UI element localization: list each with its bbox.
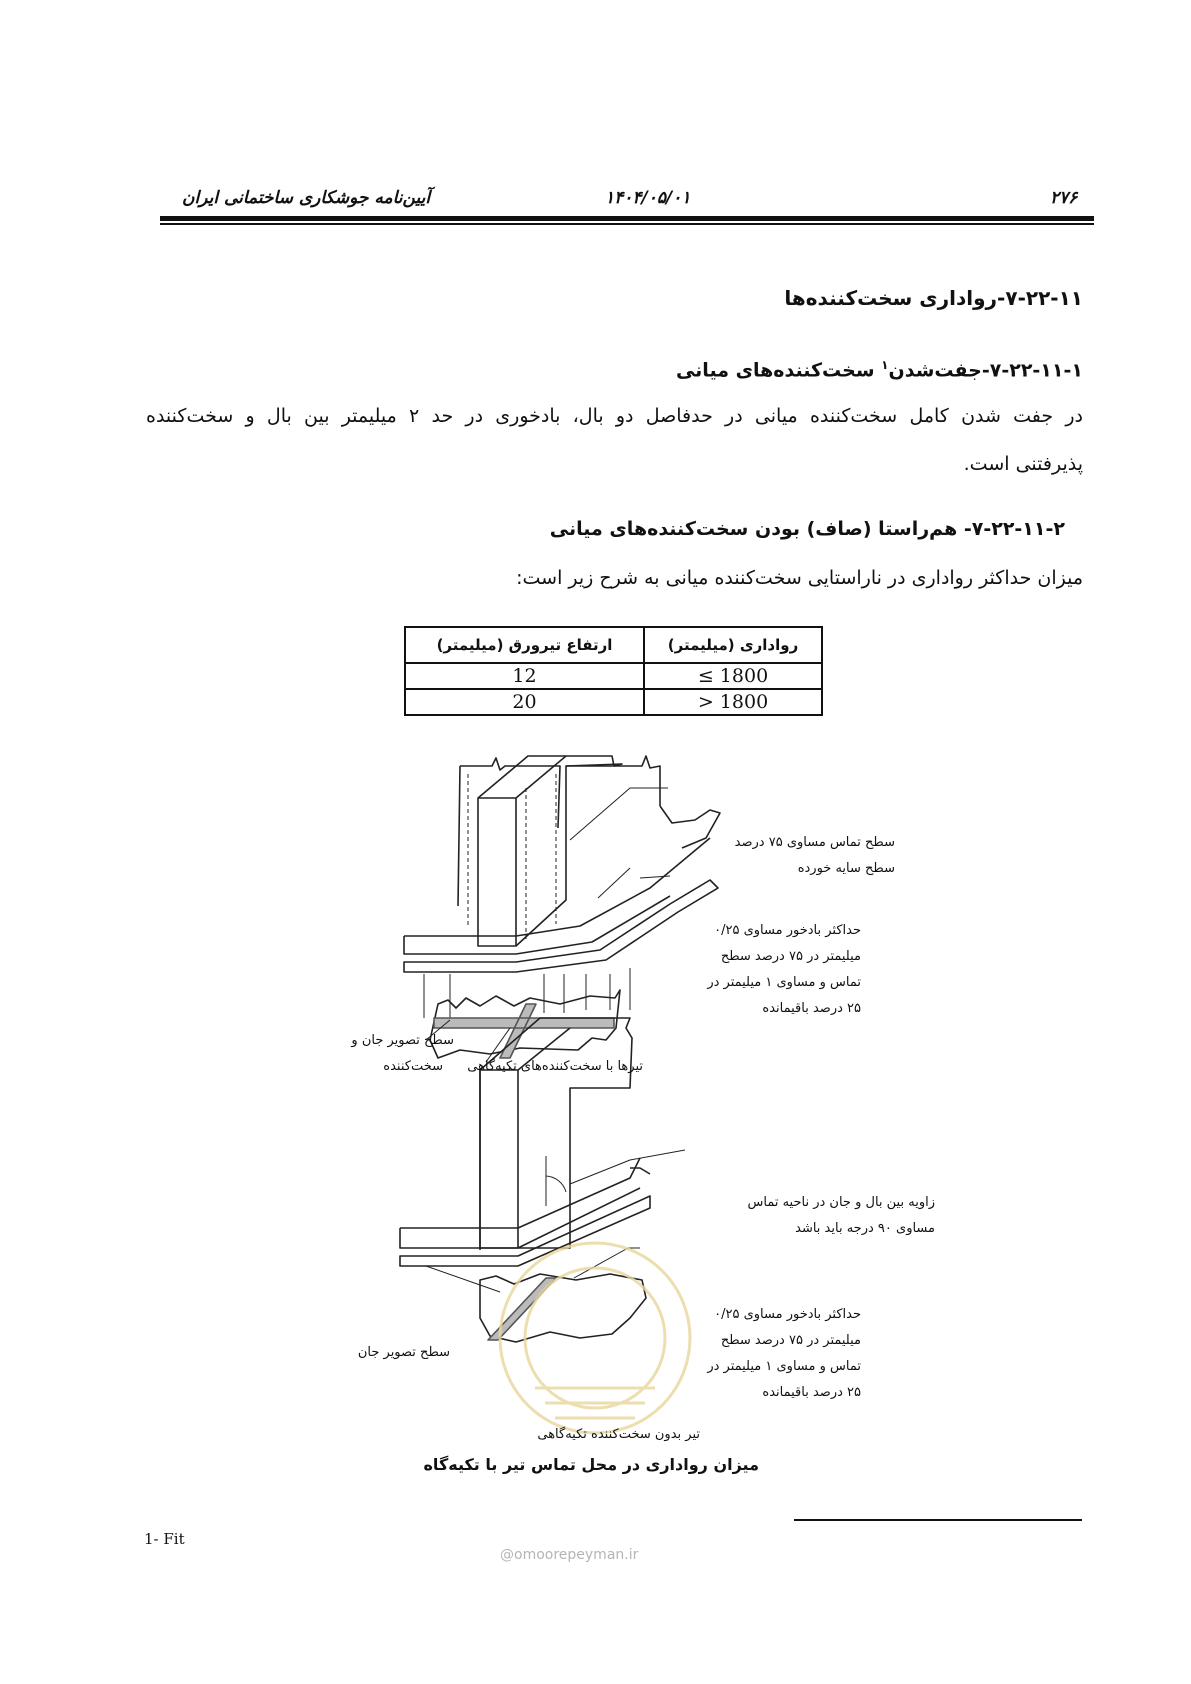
section-1-line-1: در جفت شدن کامل سخت‌کننده میانی در حدفاصل دو بال، بادخوری در حد ۲ میلیمتر بین بال و سخت‌کننده [146,405,1083,427]
label-gap-1: حداکثر بادخور مساوی ۰/۲۵ [714,923,861,938]
table-row [405,689,822,715]
label-beam-without-stiffeners: تیر بدون سخت‌کننده تکیه‌گاهی [537,1427,700,1442]
table-cell: 12 [405,663,644,689]
section-2-heading: ۷-۲۲-۱۱-۲- هم‌راستا (صاف) بودن سخت‌کننده‌های میانی [549,518,1065,540]
table-cell: > 1800 [644,689,822,715]
watermark-text: @omoorepeyman.ir [500,1547,639,1563]
header-rule [160,216,1094,221]
section-1-heading-title: سخت‌کننده‌های میانی [675,359,882,382]
section-2-text: میزان حداکثر رواداری در ناراستایی سخت‌کننده میانی به شرح زیر است: [516,567,1083,589]
table-cell: 20 [405,689,644,715]
label-gap-b-2: میلیمتر در ۷۵ درصد سطح [720,1333,861,1348]
label-gap-4: ۲۵ درصد باقیمانده [762,1001,861,1016]
header-rule-thin [160,223,1094,225]
label-angle-2: مساوی ۹۰ درجه باید باشد [795,1221,935,1236]
footnote-rule [794,1519,1082,1521]
label-gap-b-3: تماس و مساوی ۱ میلیمتر در [707,1359,861,1374]
table-row [405,663,822,689]
label-contact-1: سطح تماس مساوی ۷۵ درصد [734,835,895,850]
label-gap-b-4: ۲۵ درصد باقیمانده [762,1385,861,1400]
label-projection-1: سطح تصویر جان و [351,1033,454,1048]
table-header-tolerance: رواداری (میلیمتر) [644,627,822,663]
figure-caption: میزان رواداری در محل تماس تیر با تکیه‌گاه [423,1455,759,1474]
header-date: ۱۴۰۴/۰۵/۰۱ [605,188,691,208]
section-1-line-2: پذیرفتنی است. [963,453,1083,475]
label-gap-b-1: حداکثر بادخور مساوی ۰/۲۵ [714,1307,861,1322]
header-title: آیین‌نامه جوشکاری ساختمانی ایران [182,188,431,208]
label-gap-2: میلیمتر در ۷۵ درصد سطح [720,949,861,964]
footnote-ref: ۱ [881,358,889,372]
label-angle-1: زاویه بین بال و جان در ناحیه تماس [747,1195,935,1210]
section-1-heading [676,358,1083,381]
label-gap-3: تماس و مساوی ۱ میلیمتر در [707,975,861,990]
label-projection-2: سخت‌کننده [383,1059,443,1074]
footnote: 1- Fit [144,1530,185,1548]
tolerance-table [404,626,823,716]
label-web-projection: سطح تصویر جان [357,1345,450,1360]
table-header-row [405,627,822,663]
label-beam-with-stiffeners: تیرها با سخت‌کننده‌های تکیه‌گاهی [467,1059,643,1074]
page-number: ۲۷۶ [1050,188,1078,208]
table-header-height: ارتفاع تیرورق (میلیمتر) [405,627,644,663]
table-cell: ≤ 1800 [644,663,822,689]
label-contact-2: سطح سایه خورده [797,861,895,876]
section-1-heading-number: ۷-۲۲-۱۱-۱-جفت‌شدن [888,359,1083,382]
main-heading: ۷-۲۲-۱۱-رواداری سخت‌کننده‌ها [784,286,1083,310]
